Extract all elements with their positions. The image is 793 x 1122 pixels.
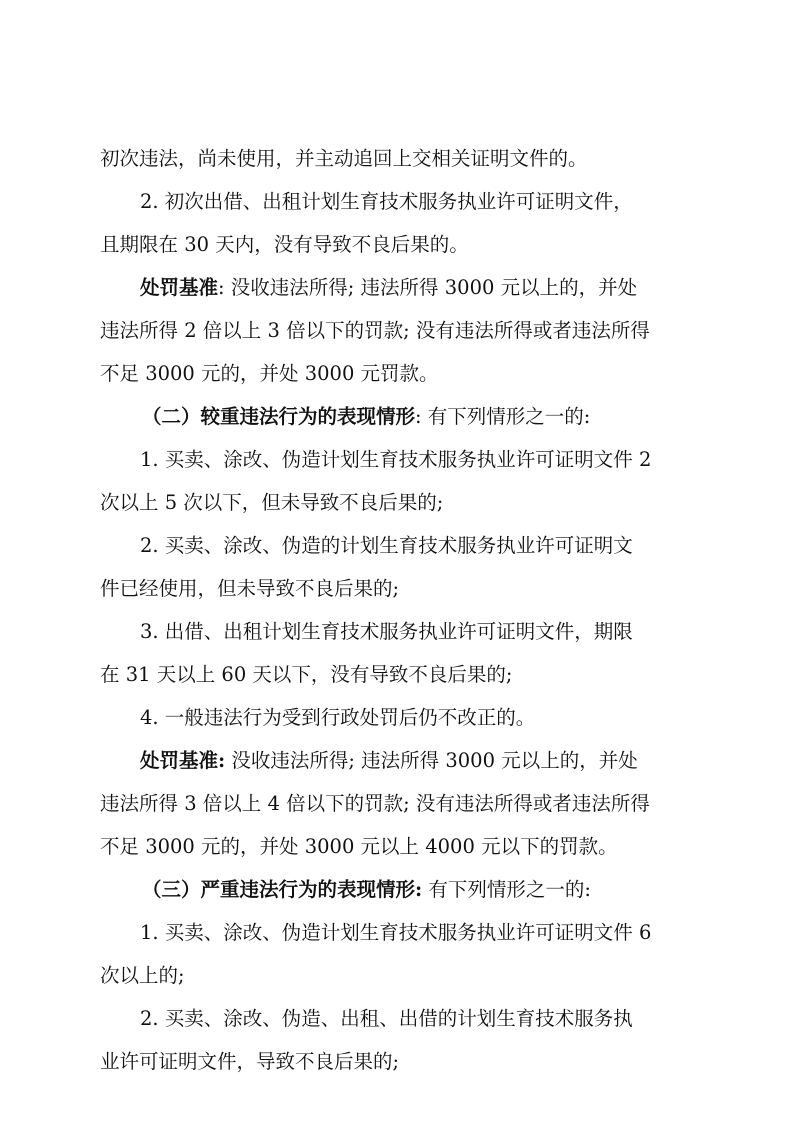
line-text: 初次违法，尚未使用，并主动追回上交相关证明文件的。 [100,147,588,170]
section-heading-line [142,877,591,903]
paragraph-line [140,447,651,473]
paragraph-line [140,1006,633,1032]
section-heading: （三）严重违法行为的表现情形: [142,878,423,901]
paragraph-line [140,920,651,946]
section-heading-line [142,404,590,430]
line-text: 在 31 天以上 60 天以下，没有导致不良后果的; [100,663,513,686]
paragraph-line [100,662,513,688]
line-text: 2. 初次出借、出租计划生育技术服务执业许可证明文件， [140,190,633,213]
line-text: 3. 出借、出租计划生育技术服务执业许可证明文件，期限 [140,620,633,643]
line-text: 不足 3000 元的，并处 3000 元以上 4000 元以下的罚款。 [100,835,618,858]
line-text: 次以上的; [100,964,185,987]
line-text: : 有下列情形之一的: [415,405,591,428]
line-text: 件已经使用，但未导致不良后果的; [100,577,400,600]
paragraph-line [140,533,633,559]
paragraph-line [100,232,469,258]
paragraph-line [140,705,535,731]
paragraph-line [100,1049,399,1075]
paragraph-line [100,146,588,172]
line-text: 1. 买卖、涂改、伪造计划生育技术服务执业许可证明文件 2 [140,448,652,471]
line-text: 4. 一般违法行为受到行政处罚后仍不改正的。 [140,706,536,729]
paragraph-line [140,619,633,645]
paragraph-line [140,189,633,215]
paragraph-line [100,490,443,516]
penalty-standard-label: 处罚基准 [140,276,219,299]
line-text: 违法所得 2 倍以上 3 倍以下的罚款; 没有违法所得或者违法所得 [100,319,650,342]
paragraph-line [100,361,439,387]
section-heading: （二）较重违法行为的表现情形 [142,405,416,428]
line-text: 2. 买卖、涂改、伪造的计划生育技术服务执业许可证明文 [140,534,633,557]
paragraph-line [100,834,618,860]
penalty-standard-label: 处罚基准: [140,749,226,772]
paragraph-line [100,963,185,989]
line-text: 业许可证明文件，导致不良后果的; [100,1050,400,1073]
line-text: 有下列情形之一的: [422,878,591,901]
paragraph-line [100,318,650,344]
paragraph-line [100,791,650,817]
line-text: 2. 买卖、涂改、伪造、出租、出借的计划生育技术服务执 [140,1007,633,1030]
line-text: 没收违法所得; 违法所得 3000 元以上的，并处 [225,749,638,772]
line-text: 1. 买卖、涂改、伪造计划生育技术服务执业许可证明文件 6 [140,921,652,944]
line-text: 不足 3000 元的，并处 3000 元罚款。 [100,362,439,385]
line-text: : 没收违法所得; 违法所得 3000 元以上的，并处 [218,276,638,299]
paragraph-line [100,576,399,602]
line-text: 违法所得 3 倍以上 4 倍以下的罚款; 没有违法所得或者违法所得 [100,792,650,815]
paragraph-line [140,275,637,301]
line-text: 次以上 5 次以下，但未导致不良后果的; [100,491,444,514]
line-text: 且期限在 30 天内，没有导致不良后果的。 [100,233,469,256]
paragraph-line [140,748,638,774]
